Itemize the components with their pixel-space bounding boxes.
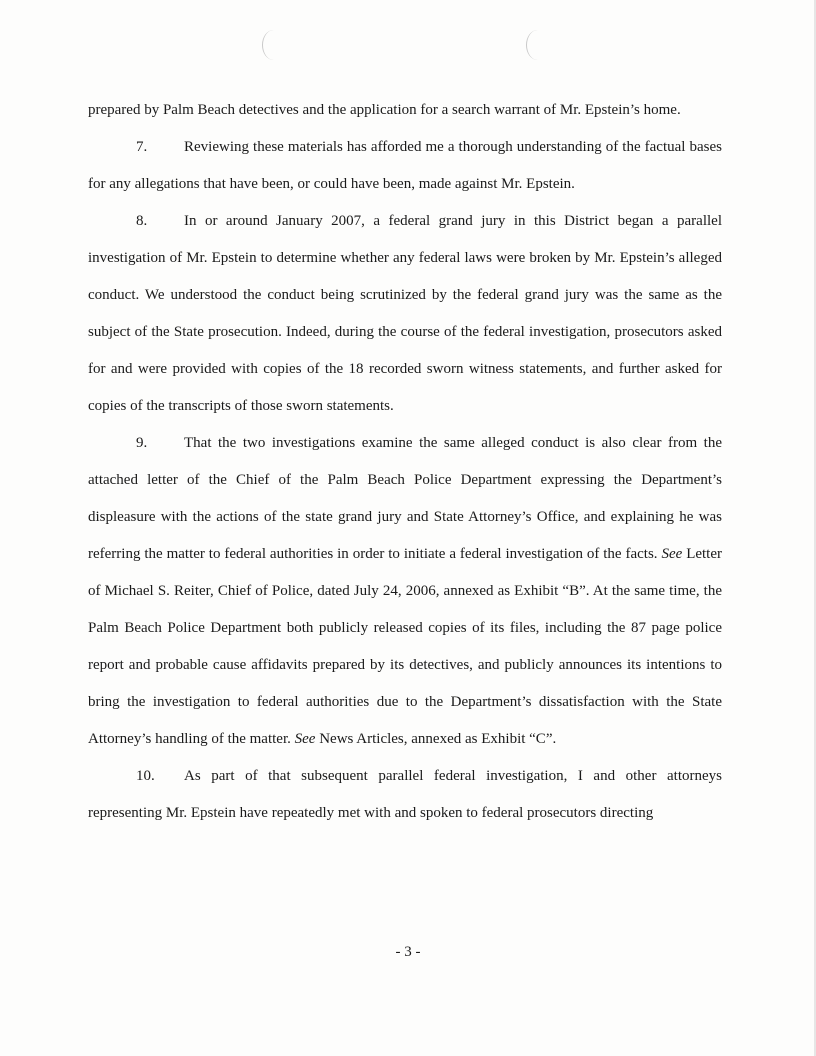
paragraph-text: News Articles, annexed as Exhibit “C”. — [319, 731, 557, 747]
paragraph-text: That the two investigations examine the same alleged conduct is also clear from the attached letter of the Chief of the Palm Beach Police Department expressing the Department’s displeasure with the actions of the state grand jury and State Attorney’s Office, and explaining he was referring the matter to federal authorities in order to initiate a federal investigation of the facts. — [88, 435, 722, 562]
paragraph-text: As part of that subsequent parallel federal investigation, I and other attorneys representing Mr. Epstein have repeatedly met with and spoken to federal prosecutors directing — [88, 768, 722, 821]
paragraph-9 — [88, 425, 722, 758]
paragraph-number: 8. — [136, 213, 148, 229]
paragraph-text: In or around January 2007, a federal grand jury in this District began a parallel investigation of Mr. Epstein to determine whether any federal laws were broken by Mr. Epstein’s alleged conduct. We understood the conduct being scrutinized by the federal grand jury was the same as the subject of the State prosecution. Indeed, during the course of the federal investigation, prosecutors asked for and were provided with copies of the 18 recorded sworn witness statements, and further asked for copies of the transcripts of those sworn statements. — [88, 213, 722, 414]
paragraph-number: 7. — [136, 139, 148, 155]
paragraph-text: Reviewing these materials has afforded me a thorough understanding of the factual bases for any allegations that have been, or could have been, made against Mr. Epstein. — [88, 139, 722, 192]
punch-hole-mark-right — [526, 30, 549, 60]
paragraph-text: prepared by Palm Beach detectives and the application for a search warrant of Mr. Epstein’s home. — [88, 102, 681, 118]
paragraph-number: 9. — [136, 435, 148, 451]
citation-signal: See — [294, 731, 316, 747]
paragraph-6-continuation — [88, 92, 722, 129]
paragraph-8 — [88, 203, 722, 425]
page-number: - 3 - — [395, 944, 421, 960]
paragraph-text: Letter of Michael S. Reiter, Chief of Police, dated July 24, 2006, annexed as Exhibit “B”. At the same time, the Palm Beach Police Department both publicly released copies of its files, including the 87 page police report and probable cause affidavits prepared by its detectives, and publicly announces its intentions to bring the investigation to federal authorities due to the Department’s dissatisfaction with the State Attorney’s handling of the matter. — [88, 546, 722, 747]
paragraph-10 — [88, 758, 722, 832]
paragraph-number: 10. — [136, 768, 155, 784]
punch-hole-mark-left — [262, 30, 285, 60]
citation-signal: See — [661, 546, 683, 562]
paragraph-7 — [88, 129, 722, 203]
document-body — [88, 92, 722, 832]
